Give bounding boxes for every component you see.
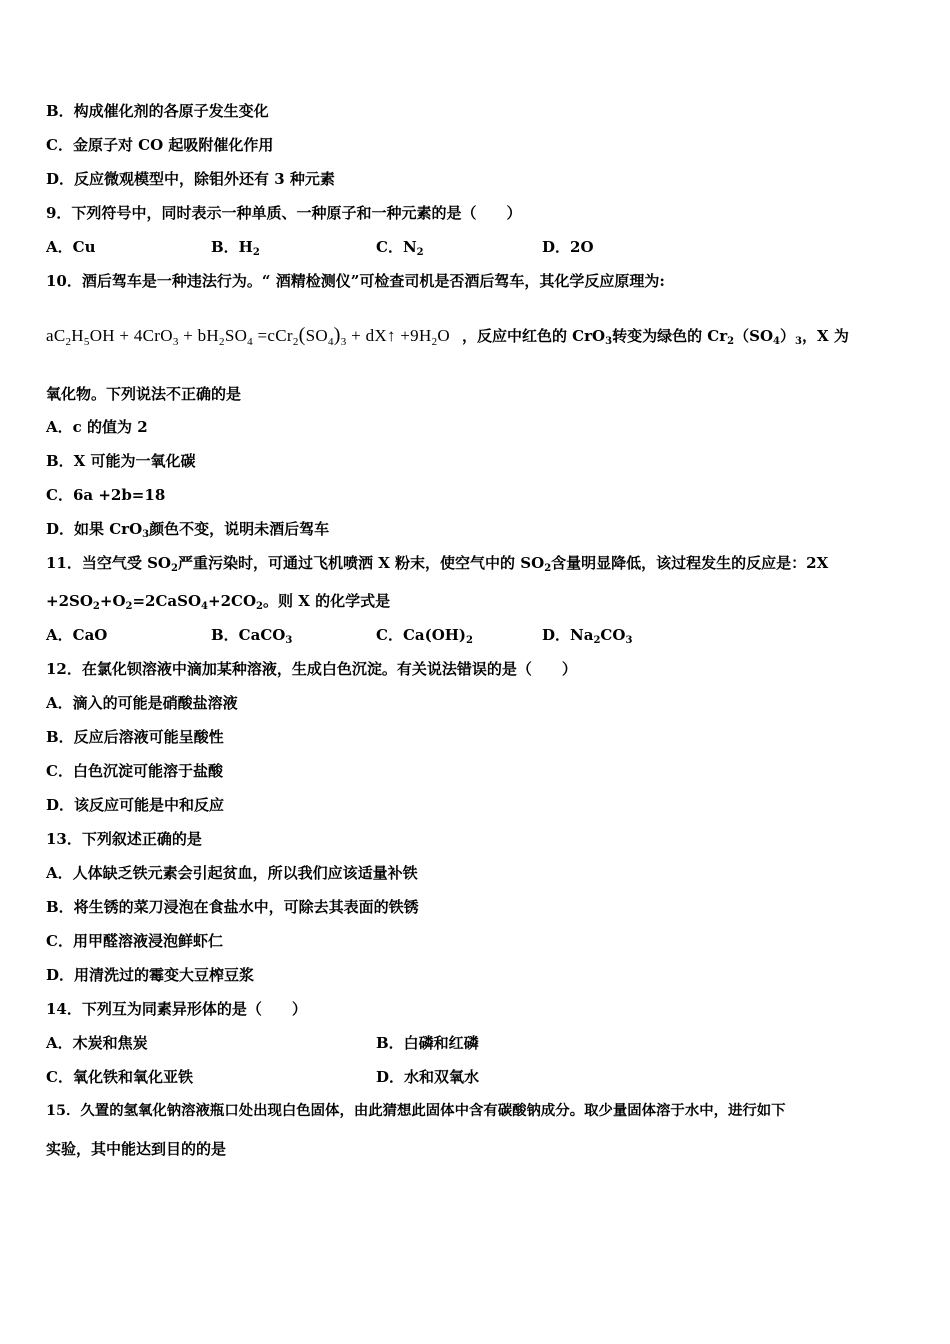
- q10-option-c: C．6a +2b=18: [46, 486, 166, 504]
- q9-option-d: D．2O: [542, 238, 594, 256]
- q14-option-c: C．氧化铁和氧化亚铁: [46, 1068, 193, 1086]
- q14-stem: 14．下列互为同素异形体的是（ ）: [46, 1000, 307, 1018]
- q14-option-d: D．水和双氧水: [376, 1068, 480, 1086]
- q12-option-d: D．该反应可能是中和反应: [46, 796, 225, 814]
- q11-options: [46, 625, 906, 645]
- q13-option-a: A．人体缺乏铁元素会引起贫血，所以我们应该适量补铁: [46, 864, 418, 882]
- q14-options-row1: [46, 1033, 906, 1053]
- q9-option-c: C．$N_2$: [376, 238, 424, 258]
- q8-option-b: B．构成催化剂的各原子发生变化: [46, 102, 269, 120]
- q8-option-c: C．金原子对 CO 起吸附催化作用: [46, 136, 274, 154]
- q13-option-c: C．用甲醛溶液浸泡鲜虾仁: [46, 932, 223, 950]
- chemical-equation: $aC_2H_5OH + 4CrO_3 + bH_2SO_4 =cCr_2(SO_4)_3$ + dX↑ $+9H_2O$: [46, 324, 450, 348]
- q10-option-a: A．c 的值为 2: [46, 418, 148, 436]
- q9-stem: 9．下列符号中，同时表示一种单质、一种原子和一种元素的是（ ）: [46, 204, 522, 222]
- q10-equation-description: ，反应中红色的 CrO$_3$转变为绿色的 $Cr_2(SO_4)_3$，X 为: [461, 327, 849, 347]
- q14-option-b: B．白磷和红磷: [376, 1034, 479, 1052]
- q11-option-b: B．CaCO$_3$: [211, 626, 293, 646]
- q10-equation-line: [46, 318, 849, 354]
- q9-option-b: B．$H_2$: [211, 238, 260, 258]
- q13-stem: 13．下列叙述正确的是: [46, 830, 202, 848]
- q12-option-b: B．反应后溶液可能呈酸性: [46, 728, 224, 746]
- q14-options-row2: [46, 1067, 906, 1087]
- q12-option-c: C．白色沉淀可能溶于盐酸: [46, 762, 223, 780]
- q11-stem-line2: $+2SO_2+O_2=2CaSO_4+2CO_2$。则 X 的化学式是: [46, 592, 391, 612]
- q15-stem-line1: 15．久置的氢氧化钠溶液瓶口处出现白色固体，由此猜想此固体中含有碳酸钠成分。取少量固体溶于水中，进行如下: [46, 1102, 786, 1119]
- q12-stem: 12．在氯化钡溶液中滴加某种溶液，生成白色沉淀。有关说法错误的是（ ）: [46, 660, 577, 678]
- q9-options: [46, 237, 906, 257]
- q13-option-d: D．用清洗过的霉变大豆榨豆浆: [46, 966, 255, 984]
- q14-option-a: A．木炭和焦炭: [46, 1034, 148, 1052]
- q10-option-b: B．X 可能为一氧化碳: [46, 452, 196, 470]
- q11-option-a: A．CaO: [46, 626, 108, 644]
- q11-option-c: C．$Ca(OH)_2$: [376, 626, 473, 646]
- q11-option-d: D．$Na_2CO_3$: [542, 626, 633, 646]
- q11-stem-line1: 11．当空气受 $SO_2$严重污染时，可通过飞机喷洒 X 粉末，使空气中的 $SO_2$含量明显降低，该过程发生的反应是：2X: [46, 554, 829, 574]
- q9-option-a: A．Cu: [46, 238, 96, 256]
- q10-option-d: D．如果 CrO$_3$颜色不变，说明未酒后驾车: [46, 520, 330, 540]
- q10-stem: 10．酒后驾车是一种违法行为。“ 酒精检测仪”可检查司机是否酒后驾车，其化学反应原理为:: [46, 272, 665, 290]
- q8-option-d: D．反应微观模型中，除钼外还有 3 种元素: [46, 170, 335, 188]
- q12-option-a: A．滴入的可能是硝酸盐溶液: [46, 694, 238, 712]
- q15-stem-line2: 实验，其中能达到目的的是: [46, 1140, 227, 1158]
- q13-option-b: B．将生锈的菜刀浸泡在食盐水中，可除去其表面的铁锈: [46, 898, 419, 916]
- q10-stem-continued: 氧化物。下列说法不正确的是: [46, 385, 242, 403]
